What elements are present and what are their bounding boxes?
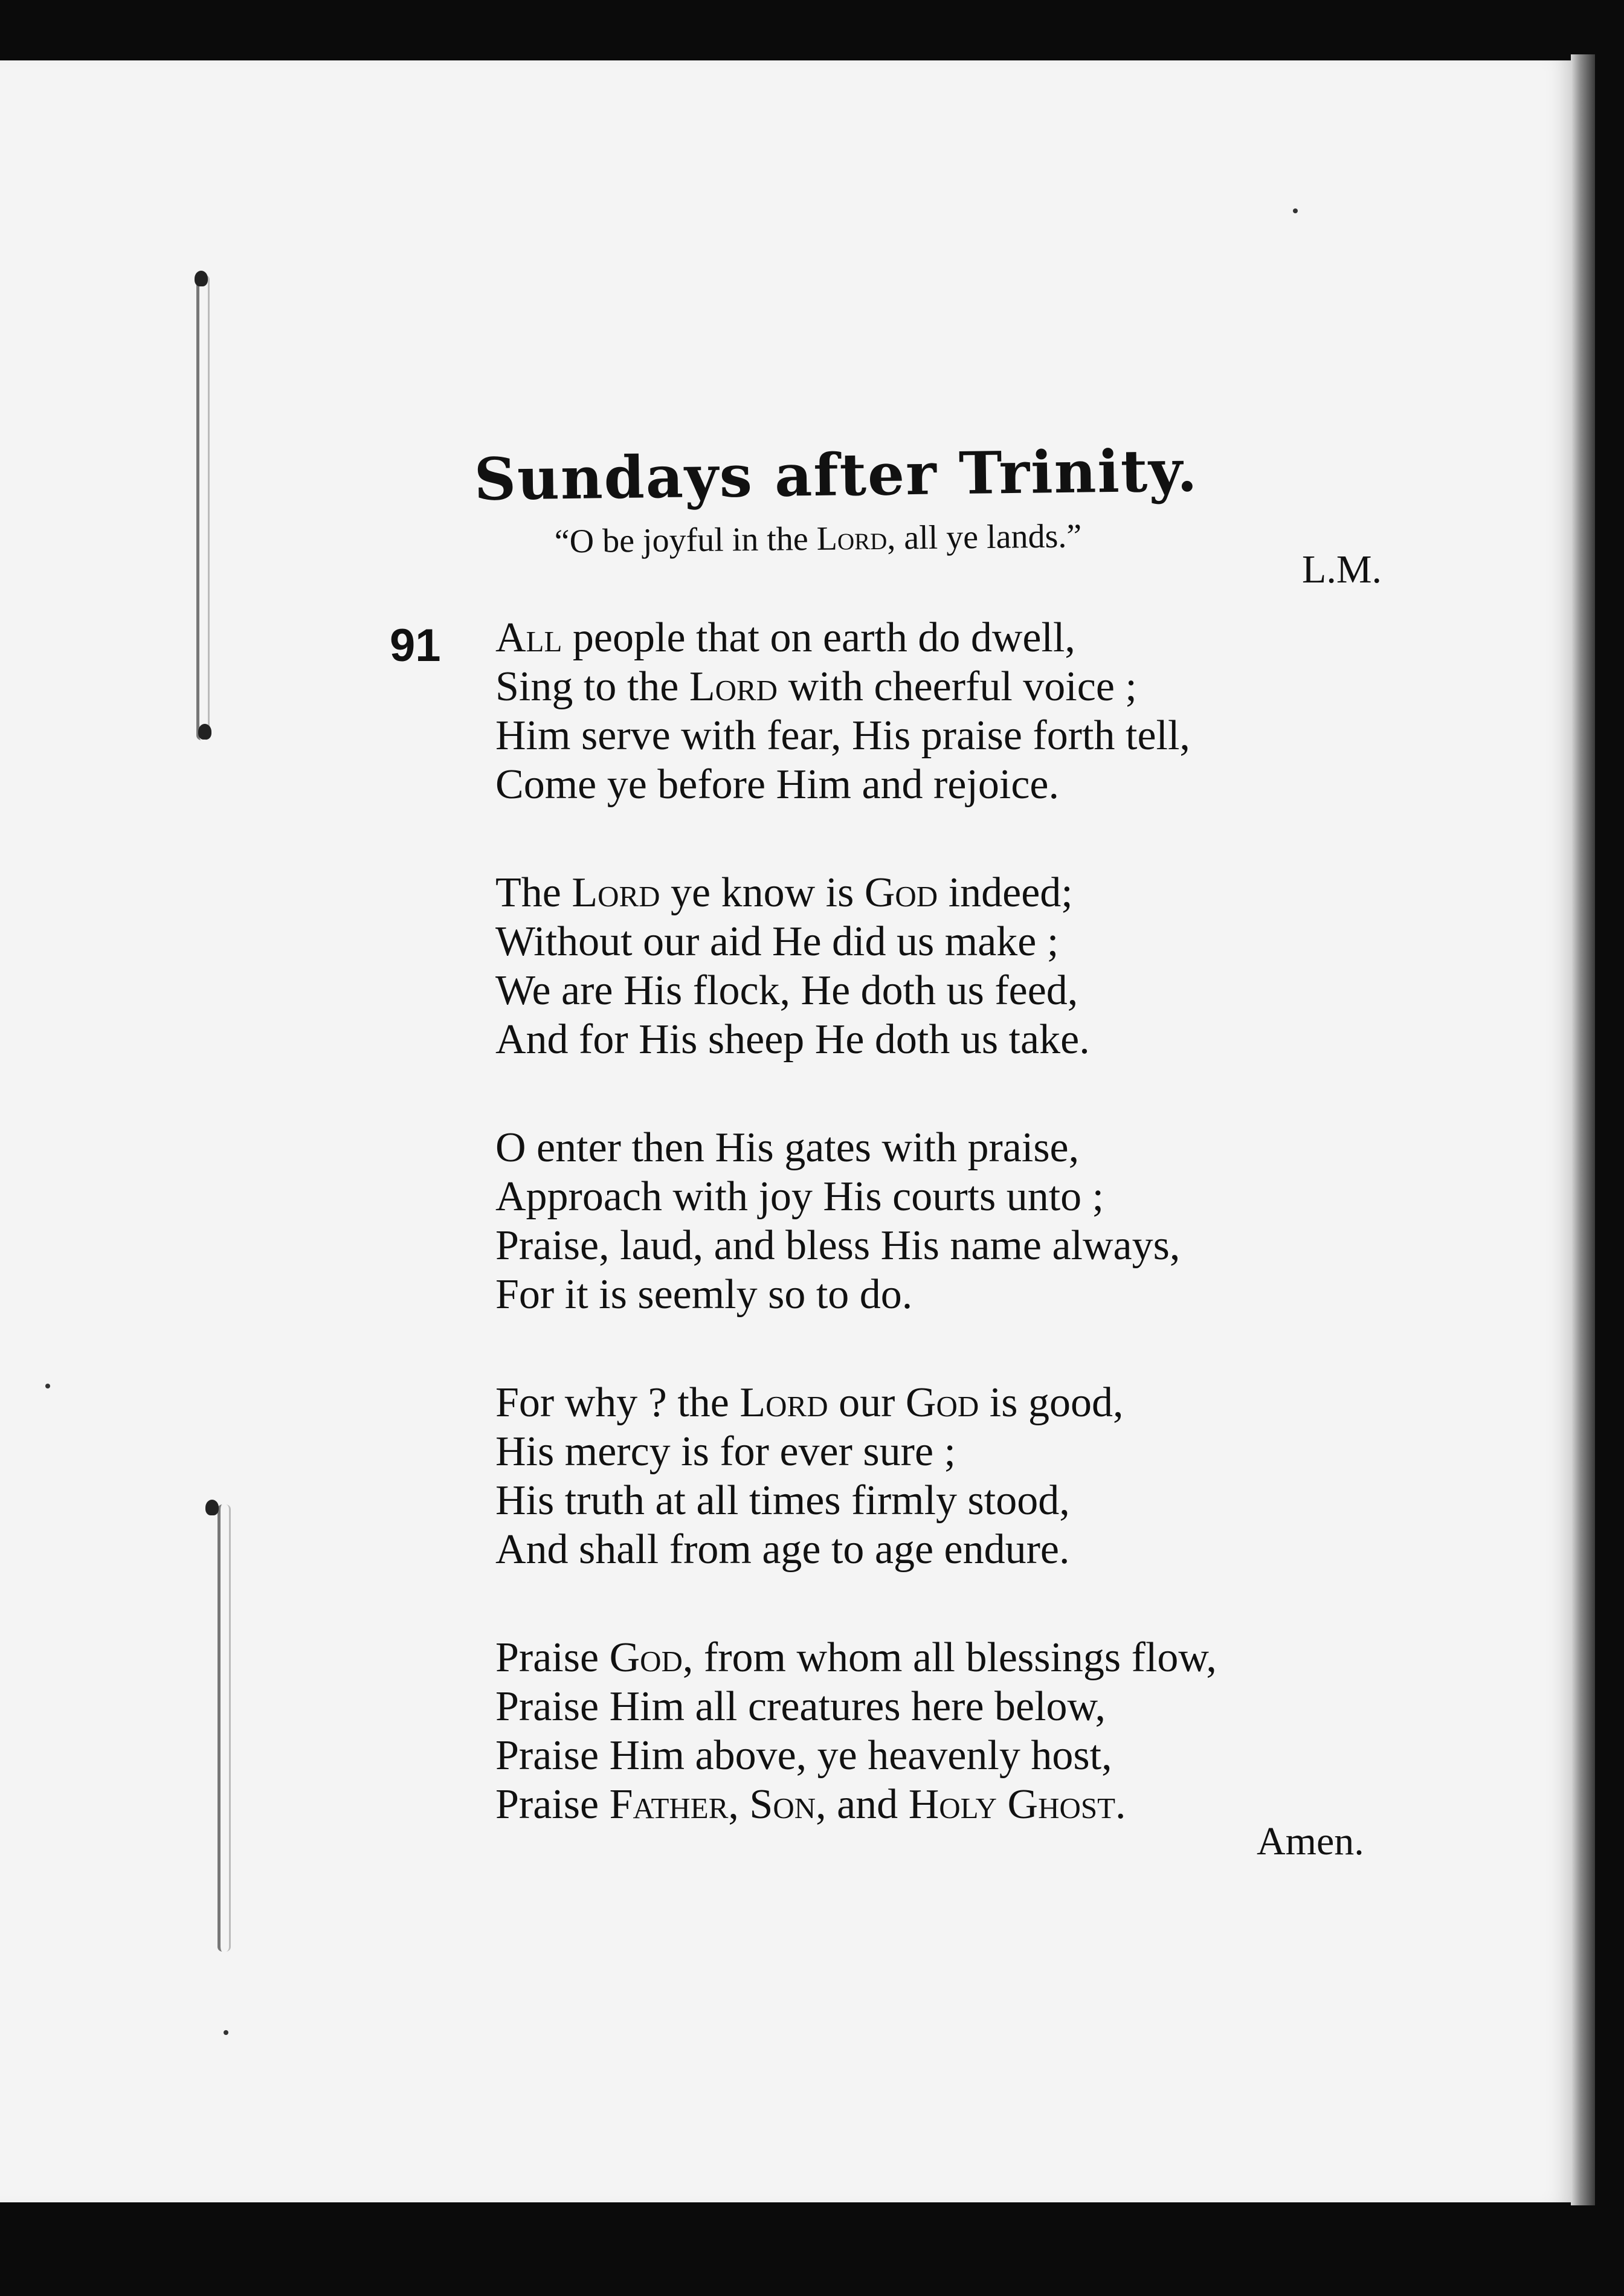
- stitch-knot: [198, 724, 211, 740]
- verse-line: [495, 1015, 1438, 1064]
- verse: [495, 1123, 1438, 1319]
- verse-line: [495, 1123, 1438, 1172]
- verse-line: [495, 1682, 1438, 1731]
- small-caps-word: Son: [749, 1781, 816, 1828]
- line-text: Come ye before Him and rejoice.: [495, 761, 1059, 808]
- line-text: with cheerful voice ;: [778, 663, 1137, 710]
- amen: Amen.: [1257, 1819, 1364, 1863]
- small-caps-word: Lord: [572, 869, 660, 916]
- verse-line: [495, 760, 1438, 809]
- page-speck: [1293, 208, 1298, 213]
- small-caps-word: God: [864, 869, 938, 916]
- line-text: For why ? the: [495, 1379, 740, 1426]
- verse-line: [495, 1633, 1438, 1682]
- stitch-knot: [205, 1500, 219, 1515]
- hymn-number: 91: [390, 620, 441, 671]
- line-text: people that on earth do dwell,: [562, 614, 1075, 661]
- line-text: His mercy is for ever sure ;: [495, 1428, 956, 1475]
- line-text: Praise Him all creatures here below,: [495, 1683, 1106, 1730]
- verse: [495, 613, 1438, 809]
- line-text: is good,: [979, 1379, 1124, 1426]
- small-caps-word: Lord: [740, 1379, 828, 1426]
- verse-line: [495, 1378, 1438, 1427]
- verse-line: [495, 917, 1438, 966]
- line-text: His truth at all times firmly stood,: [495, 1477, 1070, 1524]
- line-text: O enter then His gates with praise,: [495, 1124, 1080, 1171]
- binding-stitch-bottom: [218, 1504, 231, 1952]
- small-caps-word: Holy Ghost: [908, 1781, 1116, 1828]
- small-caps-word: God: [609, 1634, 683, 1681]
- line-text: Praise, laud, and bless His name always,: [495, 1222, 1181, 1269]
- verse-line: [495, 1476, 1438, 1525]
- line-text: We are His flock, He doth us feed,: [495, 967, 1078, 1014]
- verse-line: [495, 662, 1438, 711]
- hymn-meter: L.M.: [1302, 547, 1382, 592]
- verse-line: [495, 868, 1438, 917]
- line-text: The: [495, 869, 572, 916]
- small-caps-word: God: [905, 1379, 979, 1426]
- verse-line: [495, 1427, 1438, 1476]
- line-text: Praise: [495, 1634, 610, 1681]
- line-text: ,: [728, 1781, 750, 1828]
- line-text: Praise Him above, ye heavenly host,: [495, 1732, 1112, 1779]
- line-text: And for His sheep He doth us take.: [495, 1016, 1090, 1063]
- verse-line: [495, 711, 1438, 760]
- small-caps-word: Lord: [689, 663, 778, 710]
- line-text: Without our aid He did us make ;: [495, 918, 1059, 965]
- verse-line: [495, 1270, 1438, 1319]
- small-caps-word: All: [495, 614, 562, 661]
- verse-line: [495, 613, 1438, 662]
- verse: [495, 1378, 1438, 1574]
- hymn-verses: [495, 613, 1438, 1888]
- small-caps-word: Father: [609, 1781, 729, 1828]
- section-title: Sundays after Trinity.: [473, 436, 1199, 514]
- verse-line: [495, 1221, 1438, 1270]
- line-text: , and: [816, 1781, 909, 1828]
- verse: [495, 1633, 1438, 1829]
- line-text: For it is seemly so to do.: [495, 1271, 913, 1318]
- page-speck: [224, 2030, 228, 2035]
- line-text: .: [1115, 1781, 1126, 1828]
- verse-line: [495, 1525, 1438, 1574]
- verse-line: [495, 1731, 1438, 1780]
- line-text: Praise: [495, 1781, 610, 1828]
- verse-line: [495, 966, 1438, 1015]
- line-text: , from whom all blessings flow,: [682, 1634, 1217, 1681]
- line-text: Him serve with fear, His praise forth tell,: [495, 712, 1190, 759]
- verse: [495, 868, 1438, 1064]
- line-text: our: [828, 1379, 906, 1426]
- epigraph-text-end: , all ye lands.”: [886, 517, 1082, 557]
- line-text: Approach with joy His courts unto ;: [495, 1173, 1104, 1220]
- line-text: indeed;: [938, 869, 1073, 916]
- page-speck: [45, 1384, 50, 1388]
- stitch-knot: [195, 271, 208, 286]
- epigraph-text: “O be joyful in the: [554, 520, 817, 561]
- epigraph-lord: Lord: [816, 519, 888, 558]
- line-text: And shall from age to age endure.: [495, 1526, 1070, 1573]
- line-text: ye know is: [660, 869, 865, 916]
- verse-line: [495, 1172, 1438, 1221]
- line-text: Sing to the: [495, 663, 689, 710]
- page-edge: [1571, 54, 1595, 2205]
